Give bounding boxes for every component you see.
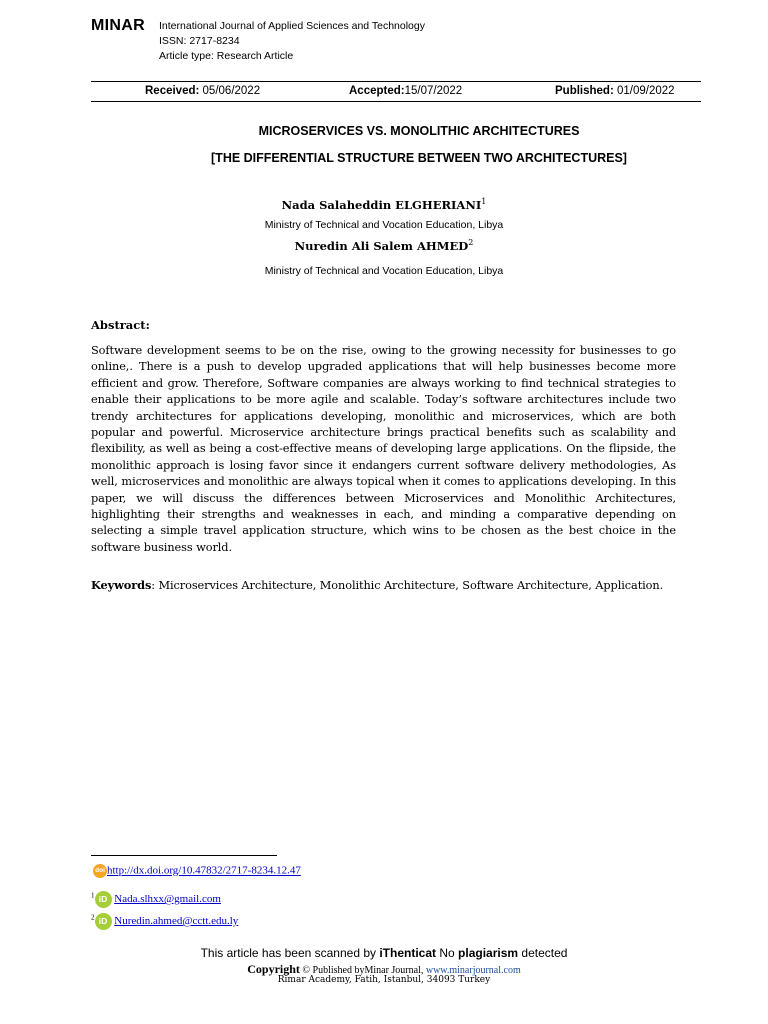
keywords: Keywords: Microservices Architecture, Monolithic Architecture, Software Architecture, Application. [91, 578, 664, 592]
article-type: Article type: Research Article [159, 50, 294, 62]
accepted-date: Accepted:15/07/2022 [349, 85, 463, 97]
footnote-2 [91, 913, 238, 930]
author-1 [0, 197, 768, 212]
orcid-icon[interactable]: iD [95, 913, 112, 930]
author-name: Nada Salaheddin ELGHERIANI [281, 197, 482, 212]
plagiarism-notice: This article has been scanned by iThenticat No plagiarism detected [200, 946, 568, 960]
issn: ISSN: 2717-8234 [159, 35, 240, 47]
footnote-1 [91, 891, 221, 908]
abstract-body: Software development seems to be on the rise, owing to the growing necessity for businesses to go online,. There is a push to develop upgraded applications that will help businesses become more efficient and grow. Therefore, Software companies are always working to find technical strategies to enable their applications to be more agile and scalable. Today’s software architectures include two trendy architectures for applications developing, monolithic and microservices, which are both popular and powerful. Microservice architecture brings practical benefits such as scalability and flexibility, as well as being a cost-effective means of developing large applications. On the flipside, the monolithic approach is losing favor since it endangers current software delivery methodologies, As well, microservices and monolithic are always topical when it comes to applications developing. In this paper, we will discuss the differences between Microservices and Monolithic Architectures, highlighting their strengths and weaknesses in each, and minding a comparative depending on selecting a simple travel application structure, which wins to be chosen as the best choice in the software business world. [91, 343, 676, 554]
affiliation-1: Ministry of Technical and Vocation Education, Libya [264, 219, 504, 231]
author-marker: 2 [468, 238, 474, 247]
journal-website-link[interactable]: www.minarjournal.com [425, 965, 521, 976]
copyright-icon: © [299, 965, 313, 976]
keywords-label: Keywords [91, 578, 152, 592]
doi-icon: doi [93, 864, 107, 878]
footnote-rule [91, 855, 277, 856]
header-rule-top [91, 81, 701, 82]
doi-footnote [93, 864, 301, 878]
footnote-marker: 2 [91, 913, 95, 922]
published-date: Published: 01/09/2022 [555, 85, 675, 97]
author-1-email[interactable]: Nada.slhxx@gmail.com [114, 893, 221, 906]
orcid-icon[interactable]: iD [95, 891, 112, 908]
header-rule-bottom [91, 101, 701, 102]
paper-title: MICROSERVICES VS. MONOLITHIC ARCHITECTURES [258, 124, 580, 138]
abstract-heading: Abstract: [91, 318, 150, 332]
author-marker: 1 [481, 197, 487, 206]
publisher-address: Rimar Academy, Fatih, Istanbul, 34093 Turkey [277, 975, 491, 985]
journal-name: International Journal of Applied Sciences and Technology [159, 20, 425, 32]
author-2 [0, 238, 768, 253]
paper-subtitle: [THE DIFFERENTIAL STRUCTURE BETWEEN TWO ARCHITECTURES] [211, 151, 627, 165]
author-2-email[interactable]: Nuredin.ahmed@cctt.edu.ly [114, 915, 239, 928]
received-date: Received: 05/06/2022 [145, 85, 261, 97]
keywords-text: Microservices Architecture, Monolithic Architecture, Software Architecture, Application. [154, 578, 664, 592]
author-name: Nuredin Ali Salem AHMED [294, 238, 469, 253]
journal-logo: MINAR [91, 17, 145, 34]
doi-link[interactable]: http://dx.doi.org/10.47832/2717-8234.12.47 [107, 864, 301, 877]
affiliation-2: Ministry of Technical and Vocation Education, Libya [264, 265, 504, 277]
copyright-line: Copyright © Published byMinar Journal, www.minarjournal.com [247, 962, 521, 976]
footnote-marker: 1 [91, 891, 95, 900]
